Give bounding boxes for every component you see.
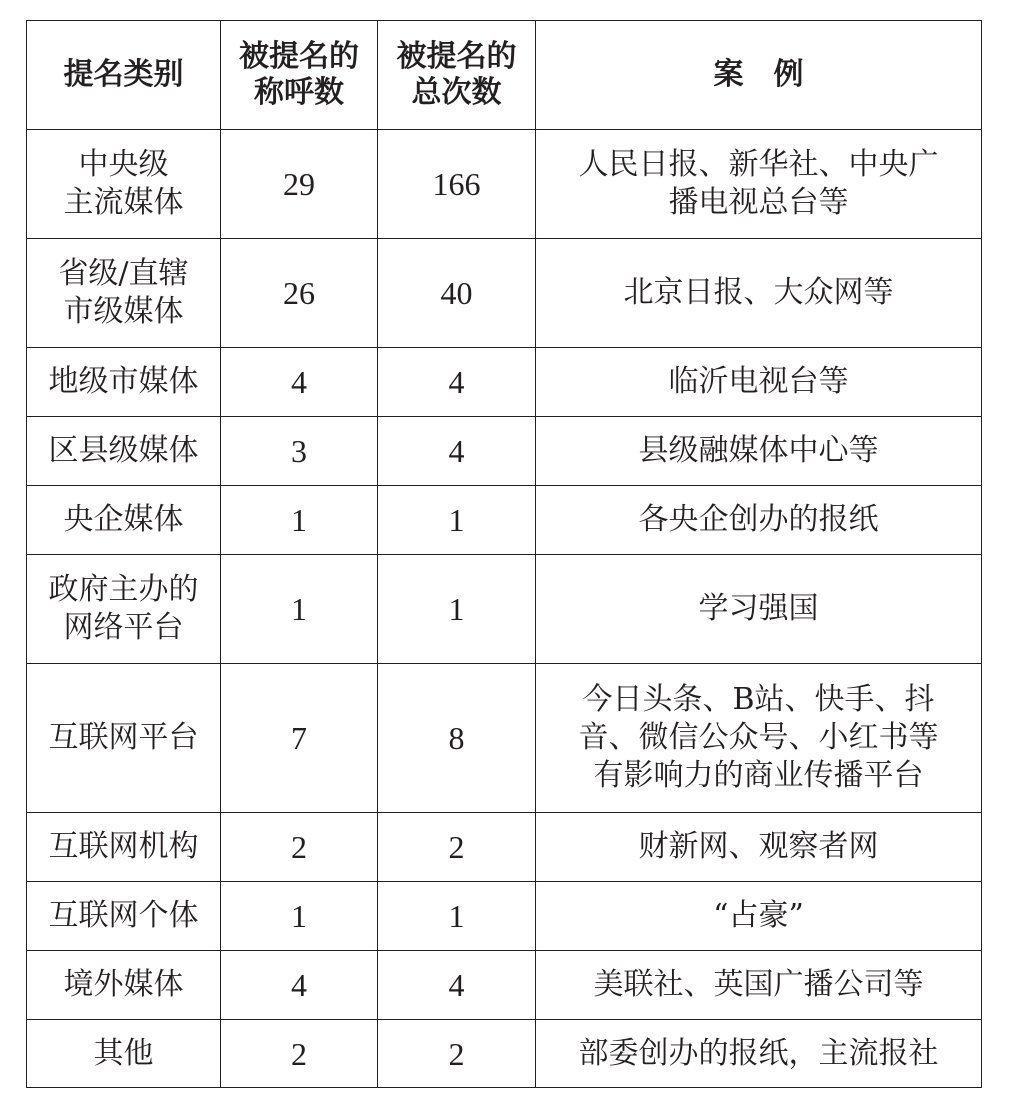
examples-cell-text: 县级融媒体中心等 bbox=[638, 433, 879, 468]
category-cell-text: 互联网个体 bbox=[48, 898, 199, 933]
category-cell bbox=[27, 486, 221, 555]
category-cell bbox=[27, 664, 221, 813]
title-count-cell-text: 1 bbox=[291, 502, 307, 538]
examples-cell-text: 今日头条、B站、快手、抖 音、微信公众号、小红书等 有影响力的商业传播平台 bbox=[578, 682, 939, 793]
table-row bbox=[27, 486, 982, 555]
title-count-cell bbox=[221, 239, 378, 348]
examples-cell bbox=[536, 486, 982, 555]
title-count-cell bbox=[221, 555, 378, 664]
header-row bbox=[27, 21, 982, 130]
title-count-cell bbox=[221, 486, 378, 555]
total-count-cell-text: 4 bbox=[448, 433, 465, 469]
examples-cell-text: 各央企创办的报纸 bbox=[638, 502, 879, 537]
examples-cell bbox=[536, 348, 982, 417]
examples-cell-text: 美联社、英国广播公司等 bbox=[593, 967, 924, 1002]
table-row bbox=[27, 664, 982, 813]
title-count-cell-text: 4 bbox=[291, 364, 307, 400]
category-cell-text: 互联网平台 bbox=[48, 720, 199, 755]
examples-cell-text: 财新网、观察者网 bbox=[638, 829, 879, 864]
table-row bbox=[27, 951, 982, 1020]
total-count-cell-text: 1 bbox=[448, 502, 465, 538]
title-count-cell bbox=[221, 1020, 378, 1088]
total-count-cell-text: 4 bbox=[448, 967, 465, 1003]
examples-cell-text: 临沂电视台等 bbox=[668, 364, 849, 399]
total-count-cell-text: 1 bbox=[448, 591, 465, 627]
examples-cell bbox=[536, 813, 982, 882]
category-cell bbox=[27, 348, 221, 417]
table-row bbox=[27, 417, 982, 486]
total-count-cell-text: 2 bbox=[448, 1035, 465, 1072]
examples-cell-text: 北京日报、大众网等 bbox=[623, 275, 894, 310]
examples-cell bbox=[536, 239, 982, 348]
title-count-cell bbox=[221, 417, 378, 486]
category-cell-text: 互联网机构 bbox=[48, 829, 199, 864]
category-cell-text: 区县级媒体 bbox=[48, 433, 199, 468]
total-count-cell bbox=[378, 417, 536, 486]
title-count-cell-text: 2 bbox=[291, 829, 307, 865]
title-count-cell-text: 2 bbox=[291, 1035, 307, 1072]
title-count-cell-text: 26 bbox=[283, 275, 315, 311]
category-cell bbox=[27, 239, 221, 348]
title-count-cell-text: 1 bbox=[291, 591, 307, 627]
category-cell-text: 央企媒体 bbox=[63, 502, 184, 537]
title-count-cell bbox=[221, 348, 378, 417]
header-title-count: 被提名的 称呼数 bbox=[221, 21, 378, 130]
category-cell bbox=[27, 882, 221, 951]
category-cell bbox=[27, 417, 221, 486]
examples-cell-text: 人民日报、新华社、中央广 播电视总台等 bbox=[578, 147, 939, 220]
examples-cell bbox=[536, 951, 982, 1020]
header-examples: 案 例 bbox=[536, 21, 982, 130]
category-cell-text: 境外媒体 bbox=[63, 967, 184, 1002]
category-cell bbox=[27, 1020, 221, 1088]
total-count-cell bbox=[378, 486, 536, 555]
title-count-cell bbox=[221, 951, 378, 1020]
category-cell-text: 中央级 主流媒体 bbox=[63, 147, 184, 220]
table-row bbox=[27, 130, 982, 239]
table-row bbox=[27, 555, 982, 664]
examples-cell bbox=[536, 882, 982, 951]
examples-cell bbox=[536, 1020, 982, 1088]
total-count-cell bbox=[378, 951, 536, 1020]
category-cell bbox=[27, 951, 221, 1020]
category-cell-text: 省级/直辖 市级媒体 bbox=[58, 256, 189, 329]
media-nomination-table bbox=[26, 20, 982, 1088]
total-count-cell-text: 4 bbox=[448, 364, 465, 400]
examples-cell-text: “占豪” bbox=[713, 898, 804, 933]
total-count-cell bbox=[378, 348, 536, 417]
title-count-cell bbox=[221, 813, 378, 882]
header-total-count: 被提名的 总次数 bbox=[378, 21, 536, 130]
table-row bbox=[27, 882, 982, 951]
total-count-cell bbox=[378, 130, 536, 239]
title-count-cell bbox=[221, 130, 378, 239]
category-cell bbox=[27, 813, 221, 882]
total-count-cell-text: 166 bbox=[432, 166, 481, 202]
examples-cell bbox=[536, 664, 982, 813]
total-count-cell bbox=[378, 882, 536, 951]
category-cell bbox=[27, 130, 221, 239]
title-count-cell-text: 29 bbox=[283, 166, 315, 202]
title-count-cell bbox=[221, 882, 378, 951]
table-row bbox=[27, 1020, 982, 1088]
total-count-cell-text: 40 bbox=[440, 275, 473, 311]
examples-cell-text: 学习强国 bbox=[698, 591, 819, 626]
category-cell-text: 其他 bbox=[93, 1035, 154, 1071]
total-count-cell bbox=[378, 664, 536, 813]
title-count-cell-text: 3 bbox=[291, 433, 307, 469]
header-category: 提名类别 bbox=[27, 21, 221, 130]
total-count-cell bbox=[378, 555, 536, 664]
examples-cell bbox=[536, 417, 982, 486]
total-count-cell-text: 1 bbox=[448, 898, 465, 934]
category-cell-text: 地级市媒体 bbox=[48, 364, 199, 399]
examples-cell bbox=[536, 130, 982, 239]
examples-cell bbox=[536, 555, 982, 664]
table-row bbox=[27, 348, 982, 417]
category-cell-text: 政府主办的 网络平台 bbox=[48, 572, 199, 645]
title-count-cell-text: 1 bbox=[291, 898, 307, 934]
total-count-cell-text: 2 bbox=[448, 829, 465, 865]
table-row bbox=[27, 239, 982, 348]
title-count-cell bbox=[221, 664, 378, 813]
total-count-cell-text: 8 bbox=[448, 720, 465, 756]
category-cell bbox=[27, 555, 221, 664]
total-count-cell bbox=[378, 1020, 536, 1088]
table-row bbox=[27, 813, 982, 882]
total-count-cell bbox=[378, 813, 536, 882]
title-count-cell-text: 4 bbox=[291, 967, 307, 1003]
examples-cell-text: 部委创办的报纸，主流报社 bbox=[578, 1035, 939, 1071]
title-count-cell-text: 7 bbox=[291, 720, 307, 756]
total-count-cell bbox=[378, 239, 536, 348]
